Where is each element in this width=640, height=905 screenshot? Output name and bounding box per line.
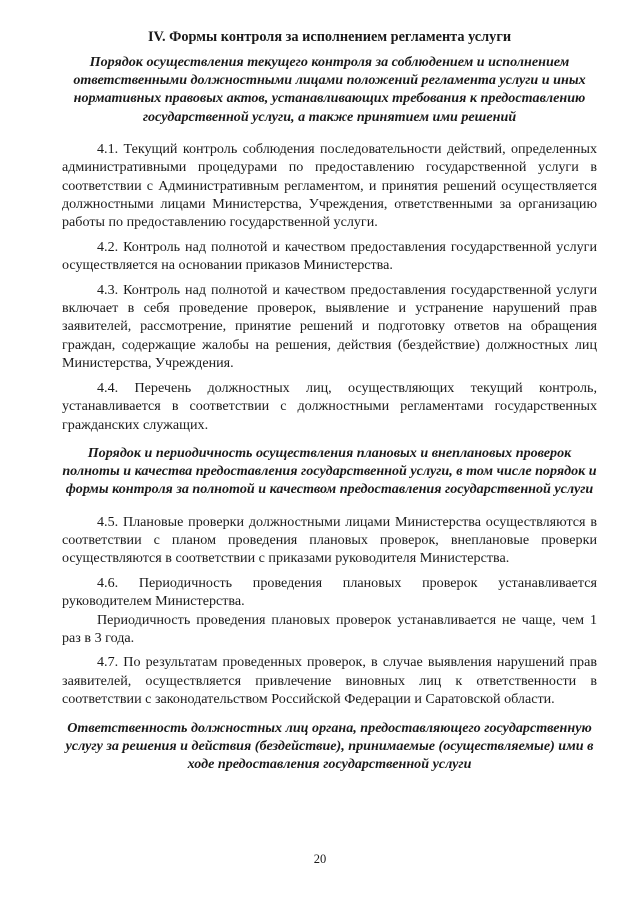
paragraph-4-6-periodicity: Периодичность проведения плановых проверок устанавливается не чаще, чем 1 раз в 3 года. [62, 611, 597, 646]
page-number: 20 [313, 852, 327, 866]
subheading-responsibility: Ответственность должностных лиц органа, предоставляющего государственную услугу за решения и действия (бездействие), принимаемые (осуществляемые) ими в ходе предоставления государственной услуги [65, 719, 594, 772]
paragraph-4-1: 4.1. Текущий контроль соблюдения последовательности действий, определенных административными процедурами по предоставлению государственной услуги в соответствии с Административным регламентом, и принятия решений осуществляется должностными лицами Министерства, Учреждения, ответственными за организацию работы по предоставлению государственной услуги. [62, 140, 597, 231]
section-title: IV. Формы контроля за исполнением регламента услуги [147, 29, 512, 45]
document-page [62, 28, 597, 773]
paragraph-4-4: 4.4. Перечень должностных лиц, осуществляющих текущий контроль, устанавливается в соответствии с должностными регламентами государственных гражданских служащих. [62, 379, 597, 433]
subheading-current-control: Порядок осуществления текущего контроля за соблюдением и исполнением ответственными должностными лицами положений регламента услуги и иных нормативных правовых актов, устанавливающих требования к предоставлению государственной услуги, а также принятием ими решений [73, 54, 586, 125]
paragraph-4-3: 4.3. Контроль над полнотой и качеством предоставления государственной услуги включает в себя проведение проверок, выявление и устранение нарушений прав заявителей, рассмотрение, принятие решений и подготовку ответов на обращения граждан, содержащие жалобы на решения, действия (бездействие) должностных лиц Министерства, Учреждения. [62, 281, 597, 372]
subheading-inspections: Порядок и периодичность осуществления плановых и внеплановых проверок полноты и качества предоставления государственной услуги, в том числе порядок и формы контроля за полнотой и качеством предоставления государственной услуги [62, 444, 597, 498]
paragraph-4-2: 4.2. Контроль над полнотой и качеством предоставления государственной услуги осуществляется на основании приказов Министерства. [62, 238, 597, 274]
paragraph-4-7: 4.7. По результатам проведенных проверок, в случае выявления нарушений прав заявителей, осуществляется привлечение виновных лиц к ответственности в соответствии с законодательством Российской Федерации и Саратовской области. [62, 654, 597, 708]
paragraph-4-5: 4.5. Плановые проверки должностными лицами Министерства осуществляются в соответствии с планом проведения плановых проверок, внеплановые проверки осуществляются в соответствии с приказами руководителя Министерства. [62, 513, 597, 567]
paragraph-4-6: 4.6. Периодичность проведения плановых проверок устанавливается руководителем Министерства. [62, 574, 597, 610]
